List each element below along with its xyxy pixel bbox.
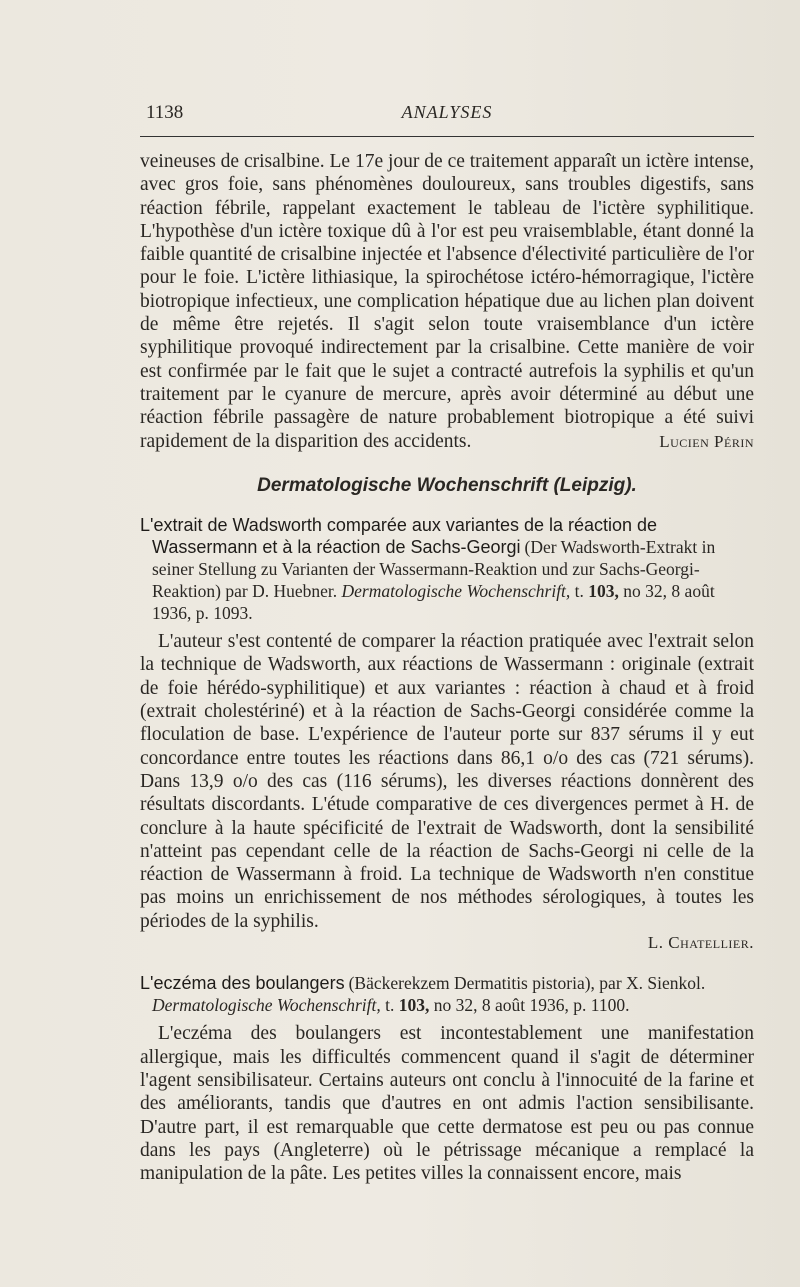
- article1-body: L'auteur s'est contenté de comparer la réaction pratiquée avec l'extrait selon la technique de Wadsworth, aux réactions de Wassermann : originale (extrait de foie hérédo-syphilitique) et aux variantes : réaction à chaud et à froid (extrait cholestériné) et à la réaction de Sachs-Georgi considérée comme la floculation de base. L'expérience de l'auteur porte sur 837 sérums il y eut concordance entre toutes les réactions dans 86,1 o/o des cas (721 sérums). Dans 13,9 o/o des cas (116 sérums), les diverses réactions donnèrent des résultats discordants. L'étude comparative de ces divergences permet à H. de conclure à la haute spécificité de l'extrait de Wadsworth, dont la sensibilité n'atteint pas cependant celle de la réaction de Sachs-Georgi ni celle de la réaction de Wassermann à froid. La technique de Wadsworth n'en constitue pas moins un enrichissement de nos méthodes sérologiques, à toutes les périodes de la syphilis.: [140, 631, 754, 932]
- running-title: ANALYSES: [401, 102, 493, 122]
- article2-heading: [140, 972, 754, 1016]
- page-header: [140, 102, 754, 126]
- article2-body: L'eczéma des boulangers est incontestablement une manifestation allergique, mais les difficultés commencent quand il s'agit de déterminer l'agent sensibilisateur. Certains auteurs ont conclu à l'innocuité de la farine et des améliorants, tandis que d'autres en ont admis l'action sensibilisante. D'autre part, il est remarquable que cette dermatose est peu ou pas connue dans les pays (Angleterre) où le pétrissage mécanique a remplacé la manipulation de la pâte. Les petites villes la connaissent encore, mais: [140, 1023, 754, 1185]
- article2-ref: (Bäckerekzem Dermatitis pistoria), par X. Sienkol. Dermatologische Wochenschrift, t. 103, no 32, 8 août 1936, p. 1100.: [152, 973, 706, 1016]
- article2-title: L'eczéma des boulangers: [140, 973, 345, 994]
- article1-title: L'extrait de Wadsworth comparée aux variantes de la réaction de Wassermann et à la réaction de Sachs-Georgi: [140, 515, 658, 558]
- continued-paragraph: veineuses de crisalbine. Le 17e jour de ce traitement apparaît un ictère intense, avec gros foie, sans phénomènes douloureux, sans troubles digestifs, sans réaction fébrile, rappelant exactement le tableau de l'ictère syphilitique. L'hypothèse d'un ictère toxique dû à l'or est peu vraisemblable, étant donné la faible quantité de crisalbine injectée et l'absence d'électivité particulière de l'or pour le foie. L'ictère lithiasique, la spirochétose ictéro-hémorragique, l'ictère biotropique infectieux, une complication hépatique due au lichen plan doivent de même être rejetés. Il s'agit selon toute vraisemblance d'un ictère syphilitique provoqué indirectement par la crisalbine. Cette manière de voir est confirmée par le fait que le sujet a contracté autrefois la syphilis et qu'un traitement par le cyanure de mercure, après avoir déterminé au début une réaction fébrile passagère de nature probablement biotropique a été suivi rapidement de la disparition des accidents.: [140, 151, 754, 452]
- signature-chatellier: L. Chatellier.: [647, 933, 754, 953]
- page-number: 1138: [146, 102, 184, 123]
- page-content: [140, 150, 754, 1185]
- article1-heading: [140, 515, 754, 624]
- header-rule: [140, 136, 754, 137]
- article1-ref: (Der Wadsworth-Extrakt in seiner Stellung zu Varianten der Wassermann-Reaktion und zur Sachs-Georgi-Reaktion) par D. Huebner. Dermatologische Wochenschrift, t. 103, no 32, 8 août 1936, p. 1093.: [152, 537, 716, 624]
- journal-heading: Dermatologische Wochenschrift (Leipzig).: [257, 475, 637, 497]
- signature-perin: Lucien Périn: [659, 431, 754, 451]
